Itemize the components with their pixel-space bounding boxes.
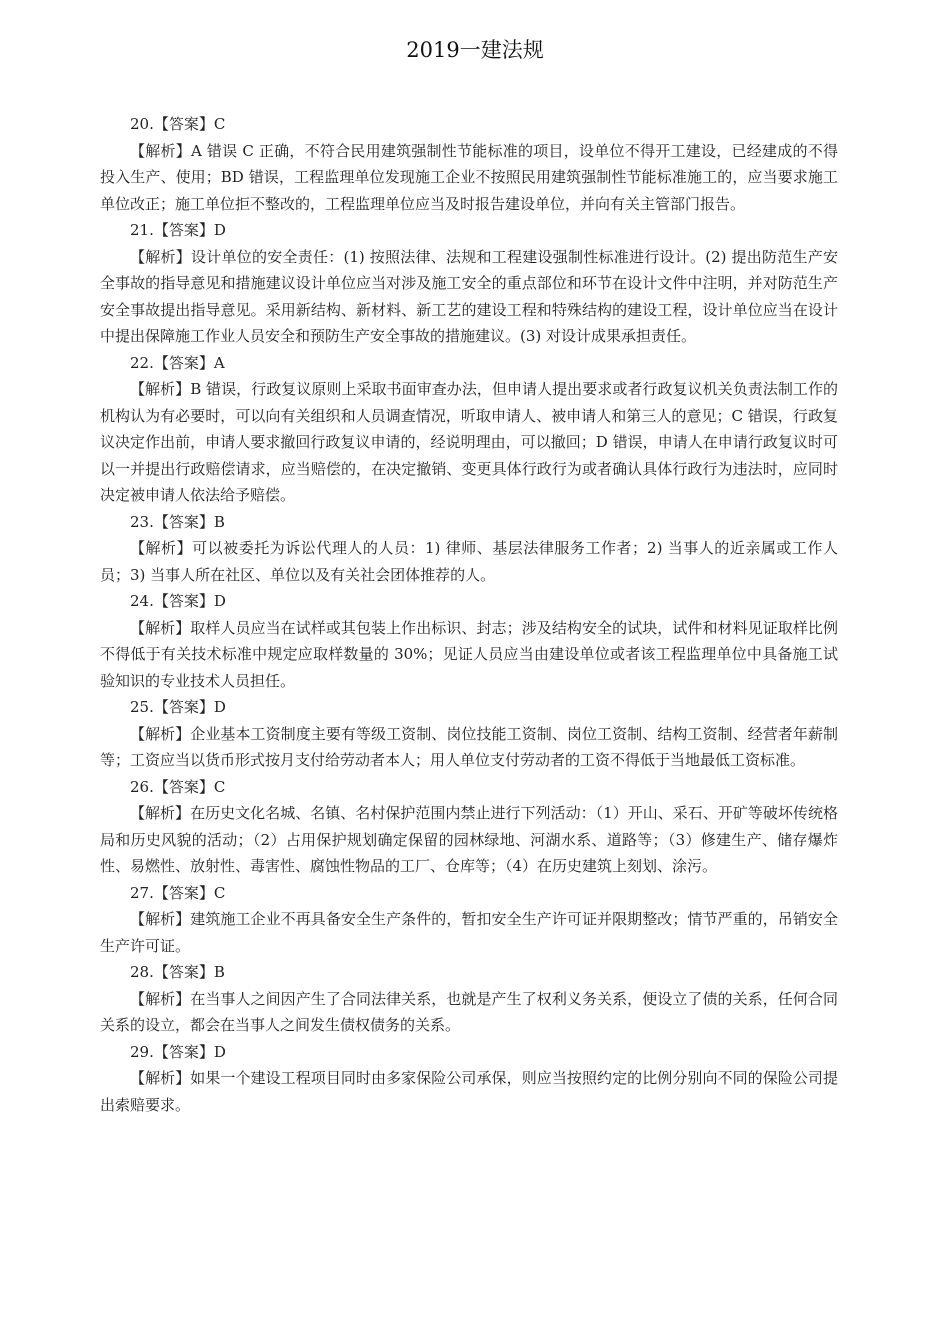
answer-item [100,509,838,589]
answer-item [100,959,838,1039]
answer-explanation: 【解析】如果一个建设工程项目同时由多家保险公司承保，则应当按照约定的比例分别向不同的保险公司提出索赔要求。 [100,1069,838,1114]
answer-heading: 29.【答案】D [130,1042,226,1061]
answer-heading: 24.【答案】D [130,592,226,610]
answer-explanation: 【解析】建筑施工企业不再具备安全生产条件的，暂扣安全生产许可证并限期整改；情节严重的，吊销安全生产许可证。 [100,910,838,955]
answer-heading: 23.【答案】B [130,512,225,531]
answer-explanation: 【解析】在历史文化名城、名镇、名村保护范围内禁止进行下列活动：（1）开山、采石、开矿等破坏传统格局和历史风貌的活动；（2）占用保护规划确定保留的园林绿地、河湖水系、道路等；（3）修建生产、储存爆炸性、易燃性、放射性、毒害性、腐蚀性物品的工厂、仓库等；（4）在历史建筑上刻划、涂污。 [100,804,838,875]
answer-explanation: 【解析】企业基本工资制度主要有等级工资制、岗位技能工资制、岗位工资制、结构工资制、经营者年薪制等；工资应当以货币形式按月支付给劳动者本人；用人单位支付劳动者的工资不得低于当地最低工资标准。 [100,724,838,769]
answer-heading: 26.【答案】C [130,777,226,796]
answer-heading: 22.【答案】A [130,353,225,372]
answer-item [100,774,838,880]
answer-item [100,588,838,694]
answer-item [100,880,838,960]
answer-explanation: 【解析】可以被委托为诉讼代理人的人员：1) 律师、基层法律服务工作者；2) 当事人的近亲属或工作人员；3) 当事人所在社区、单位以及有关社会团体推荐的人。 [100,539,838,584]
answer-heading: 21.【答案】D [130,221,226,239]
answer-heading: 27.【答案】C [130,883,226,902]
answer-item [100,1039,838,1119]
answer-item [100,694,838,774]
page-title: 2019一建法规 [406,38,544,62]
answer-list [100,111,838,1118]
answer-explanation: 【解析】B 错误，行政复议原则上采取书面审查办法，但申请人提出要求或者行政复议机关负责法制工作的机构认为有必要时，可以向有关组织和人员调查情况，听取申请人、被申请人和第三人的意见；C 错误，行政复议决定作出前，申请人要求撤回行政复议申请的，经说明理由，可以撤回；D 错误，申请人在申请行政复议时可以一并提出行政赔偿请求，应当赔偿的，在决定撤销、变更具体行政行为或者确认具体行政行为违法时，应同时决定被申请人依法给予赔偿。 [100,380,838,504]
answer-explanation: 【解析】取样人员应当在试样或其包装上作出标识、封志；涉及结构安全的试块，试件和材料见证取样比例不得低于有关技术标准中规定应取样数量的 30%；见证人员应当由建设单位或者该工程监理单位中具备施工试验知识的专业技术人员担任。 [100,618,838,690]
answer-heading: 20.【答案】C [130,115,226,133]
answer-explanation: 【解析】在当事人之间因产生了合同法律关系，也就是产生了权利义务关系，便设立了债的关系，任何合同关系的设立，都会在当事人之间发生债权债务的关系。 [100,989,838,1034]
answer-heading: 28.【答案】B [130,963,225,981]
answer-explanation: 【解析】A 错误 C 正确，不符合民用建筑强制性节能标准的项目，设单位不得开工建设，已经建成的不得投入生产、使用；BD 错误，工程监理单位发现施工企业不按照民用建筑强制性节能标准施工的，应当要求施工单位改正；施工单位拒不整改的，工程监理单位应当及时报告建设单位，并向有关主管部门报告。 [100,141,838,213]
answer-item [100,350,838,509]
answer-explanation: 【解析】设计单位的安全责任：(1) 按照法律、法规和工程建设强制性标准进行设计。(2) 提出防范生产安全事故的指导意见和措施建议设计单位应当对涉及施工安全的重点部位和环节在设计文件中注明，并对防范生产安全事故提出指导意见。采用新结构、新材料、新工艺的建设工程和特殊结构的建设工程，设计单位应当在设计中提出保障施工作业人员安全和预防生产安全事故的措施建议。(3) 对设计成果承担责任。 [100,247,838,345]
answer-heading: 25.【答案】D [130,698,226,716]
answer-item [100,111,838,217]
answer-item [100,217,838,350]
